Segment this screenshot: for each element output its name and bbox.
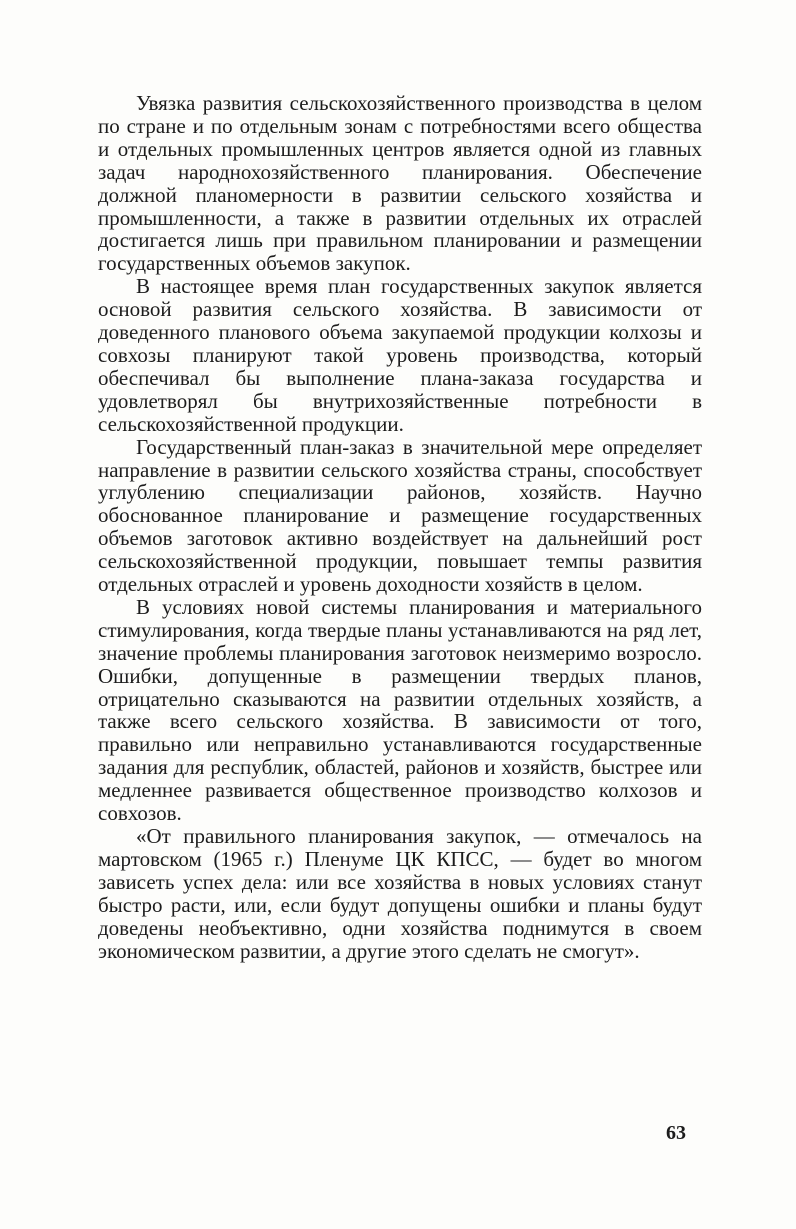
paragraph-3: Государственный план-заказ в значительной мере определяет направление в развитии сельского хозяйства страны, способствует углублению специализации районов, хозяйств. Научно обоснованное планирование и размещение государственных объемов заготовок активно воздействует на дальнейший рост сельскохозяйственной продукции, повышает темпы развития отдельных отраслей и уровень доходности хозяйств в целом. xyxy=(98,434,702,597)
paragraph-2: В настоящее время план государственных закупок является основой развития сельского хозяйства. В зависимости от доведенного планового объема закупаемой продукции колхозы и совхозы планируют такой уровень производства, который обеспечивал бы выполнение плана-заказа государства и удовлетворял бы внутрихозяйственные потребности в сельскохозяйственной продукции. xyxy=(98,274,702,436)
paragraph-4: В условиях новой системы планирования и материального стимулирования, когда твердые планы устанавливаются на ряд лет, значение проблемы планирования заготовок неизмеримо возросло. Ошибки, допущенные в размещении твердых планов, отрицательно сказываются на развитии отдельных хозяйств, а также всего сельского хозяйства. В зависимости от того, правильно или неправильно устанавливаются государственные задания для республик, областей, районов и хозяйств, быстрее или медленнее развивается общественное производство колхозов и совхозов. xyxy=(98,594,702,826)
paragraph-1: Увязка развития сельскохозяйственного производства в целом по стране и по отдельным зонам с потребностями всего общества и отдельных промышленных центров является одной из главных задач народнохозяйственного планирования. Обеспечение должной планомерности в развитии сельского хозяйства и промышленности, а также в развитии отдельных их отраслей достигается лишь при правильном планировании и размещении государственных объемов закупок. xyxy=(98,91,702,276)
page-number: 63 xyxy=(666,1122,686,1144)
paragraph-5: «От правильного планирования закупок, — отмечалось на мартовском (1965 г.) Пленуме ЦК КПСС, — будет во многом зависеть успех дела: или все хозяйства в новых условиях станут быстро расти, или, если будут допущены ошибки и планы будут доведены необъективно, одни хозяйства поднимутся в своем экономическом развитии, а другие этого сделать не смогут». xyxy=(98,824,702,963)
body-text xyxy=(98,92,702,962)
